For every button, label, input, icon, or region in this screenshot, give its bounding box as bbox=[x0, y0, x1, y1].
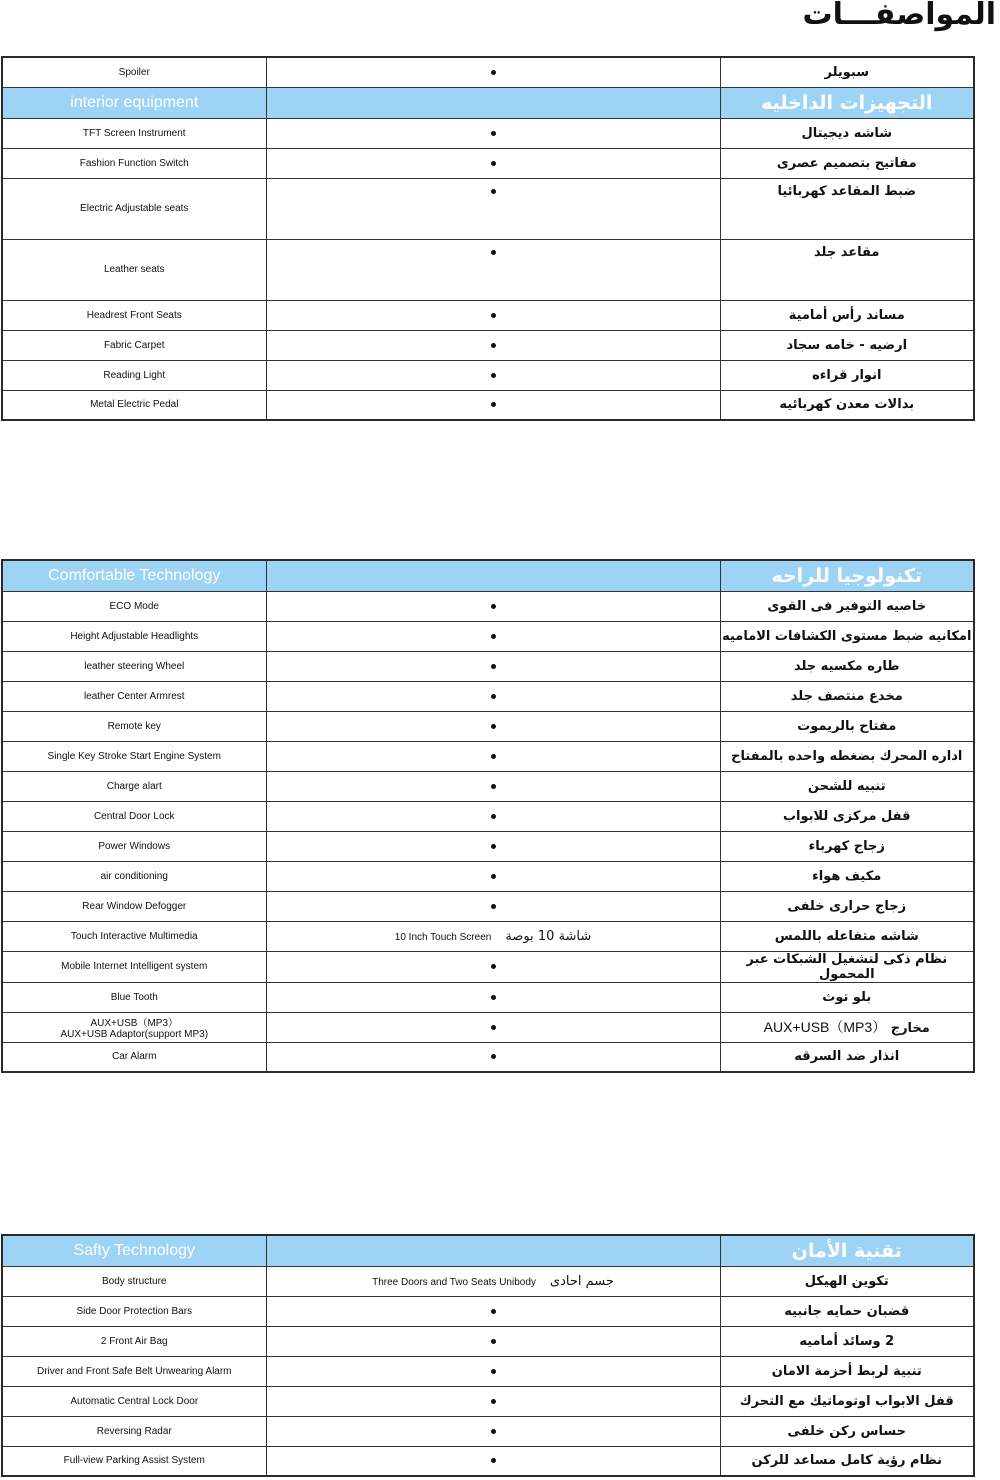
feature-label-ar: مفتاح بالريموت bbox=[797, 718, 897, 734]
feature-name-en bbox=[2, 982, 266, 1012]
feature-label-en: Metal Electric Pedal bbox=[90, 399, 179, 411]
feature-value-ar: جسم احادى bbox=[549, 1273, 614, 1289]
feature-name-ar bbox=[720, 1326, 974, 1356]
feature-name-ar bbox=[720, 57, 974, 87]
included-bullet-icon bbox=[491, 634, 496, 639]
feature-label-en: Comfortable Technology bbox=[48, 566, 221, 584]
spec-row bbox=[2, 178, 974, 239]
feature-label-en: Car Alarm bbox=[112, 1051, 157, 1063]
feature-value bbox=[266, 681, 720, 711]
spec-row bbox=[2, 681, 974, 711]
feature-name-en bbox=[2, 741, 266, 771]
spec-row bbox=[2, 771, 974, 801]
feature-label-en: air conditioning bbox=[100, 870, 168, 882]
included-bullet-icon bbox=[491, 373, 496, 378]
spec-row bbox=[2, 1416, 974, 1446]
included-bullet-icon bbox=[491, 1054, 496, 1059]
feature-value bbox=[266, 178, 720, 239]
feature-name-en bbox=[2, 621, 266, 651]
feature-name-en bbox=[2, 1446, 266, 1476]
feature-name-en bbox=[2, 861, 266, 891]
section-header-row bbox=[2, 87, 974, 118]
included-bullet-icon bbox=[491, 1399, 496, 1404]
feature-name-ar bbox=[720, 118, 974, 148]
spec-row bbox=[2, 1446, 974, 1476]
included-bullet-icon bbox=[491, 1458, 496, 1463]
feature-value bbox=[266, 239, 720, 300]
feature-value bbox=[266, 330, 720, 360]
included-bullet-icon bbox=[491, 313, 496, 318]
feature-name-en bbox=[2, 178, 266, 239]
feature-label-ar: خاصيه التوفير فى القوى bbox=[767, 598, 927, 614]
feature-label-ar: قفل مركزى للابواب bbox=[782, 808, 911, 824]
feature-label-ar: ارضيه - خامه سجاد bbox=[786, 337, 908, 353]
feature-name-ar bbox=[720, 982, 974, 1012]
feature-label-en: Reversing Radar bbox=[96, 1425, 172, 1437]
feature-label-en: Mobile Internet Intelligent system bbox=[61, 961, 208, 972]
feature-label-en: Touch Interactive Multimedia bbox=[70, 930, 198, 942]
feature-name-ar bbox=[720, 1042, 974, 1072]
feature-value bbox=[266, 1012, 720, 1042]
feature-name-ar bbox=[720, 1012, 974, 1042]
feature-value bbox=[266, 771, 720, 801]
feature-label-en: Power Windows bbox=[98, 840, 171, 852]
spec-row bbox=[2, 1386, 974, 1416]
feature-label-en: Reading Light bbox=[103, 369, 166, 381]
feature-name-ar bbox=[720, 1416, 974, 1446]
feature-name-en bbox=[2, 651, 266, 681]
feature-value bbox=[266, 1356, 720, 1386]
spec-row bbox=[2, 741, 974, 771]
section-title-ar bbox=[720, 560, 974, 591]
section-title-en bbox=[2, 1235, 266, 1266]
feature-name-ar bbox=[720, 178, 974, 239]
feature-name-ar bbox=[720, 360, 974, 390]
feature-name-en bbox=[2, 1012, 266, 1042]
feature-name-en bbox=[2, 1356, 266, 1386]
feature-label-ar: مقاعد جلد bbox=[814, 244, 880, 260]
feature-name-en bbox=[2, 239, 266, 300]
spec-row bbox=[2, 921, 974, 951]
included-bullet-icon bbox=[491, 814, 496, 819]
spec-row bbox=[2, 982, 974, 1012]
feature-value bbox=[266, 560, 720, 591]
feature-label-ar: شاشه ديجيتال bbox=[801, 125, 893, 141]
feature-label-en: Body structure bbox=[102, 1275, 167, 1287]
feature-name-en bbox=[2, 148, 266, 178]
feature-label-en: Fabric Carpet bbox=[103, 339, 165, 351]
spec-row bbox=[2, 148, 974, 178]
feature-name-en bbox=[2, 1296, 266, 1326]
included-bullet-icon bbox=[491, 189, 496, 194]
feature-name-en bbox=[2, 1266, 266, 1296]
included-bullet-icon bbox=[491, 343, 496, 348]
feature-name-en bbox=[2, 300, 266, 330]
included-bullet-icon bbox=[491, 1429, 496, 1434]
feature-label-ar: نظام ذكى لتشغيل الشبكات عبر المحمول bbox=[746, 951, 948, 982]
feature-label-ar: شاشه متفاعله باللمس bbox=[774, 928, 919, 944]
feature-name-ar bbox=[720, 771, 974, 801]
feature-name-en bbox=[2, 591, 266, 621]
feature-name-en bbox=[2, 921, 266, 951]
feature-label-ar: قفل الابواب اوتوماتيك مع التحرك bbox=[739, 1393, 954, 1409]
section-title-ar bbox=[720, 1235, 974, 1266]
feature-label-en: AUX+USB（MP3） bbox=[90, 1018, 179, 1029]
feature-value bbox=[266, 621, 720, 651]
feature-value bbox=[266, 831, 720, 861]
feature-label-en: Headrest Front Seats bbox=[86, 309, 182, 321]
section-title-en bbox=[2, 87, 266, 118]
spec-row bbox=[2, 711, 974, 741]
feature-value-ar: شاشة 10 بوصة bbox=[505, 928, 592, 944]
feature-value bbox=[266, 921, 720, 951]
feature-value bbox=[266, 1386, 720, 1416]
feature-name-ar bbox=[720, 921, 974, 951]
feature-label-ar: مخارج bbox=[890, 1021, 930, 1036]
feature-label-en: Single Key Stroke Start Engine System bbox=[47, 750, 221, 762]
feature-value bbox=[266, 87, 720, 118]
feature-label-ar: مخدع منتصف جلد bbox=[790, 688, 903, 704]
included-bullet-icon bbox=[491, 784, 496, 789]
feature-value bbox=[266, 300, 720, 330]
feature-label-ar: انذار ضد السرقه bbox=[794, 1049, 900, 1065]
feature-label-ar: التجهيزات الداخليه bbox=[761, 91, 933, 114]
feature-name-ar bbox=[720, 831, 974, 861]
feature-label-ar: زجاج كهرباء bbox=[808, 838, 885, 854]
feature-name-en bbox=[2, 360, 266, 390]
spec-row bbox=[2, 1356, 974, 1386]
feature-value bbox=[266, 118, 720, 148]
feature-value bbox=[266, 741, 720, 771]
feature-value-en: Three Doors and Two Seats Unibody bbox=[372, 1276, 536, 1288]
feature-label-ar: تكوين الهيكل bbox=[804, 1273, 889, 1289]
feature-label-en: leather steering Wheel bbox=[84, 660, 185, 672]
feature-name-ar bbox=[720, 891, 974, 921]
included-bullet-icon bbox=[491, 694, 496, 699]
feature-value-en: 10 Inch Touch Screen bbox=[394, 931, 492, 943]
feature-label-ar-latin: AUX+USB（MP3） bbox=[763, 1019, 887, 1035]
feature-value bbox=[266, 1446, 720, 1476]
feature-label-en: Automatic Central Lock Door bbox=[70, 1395, 199, 1407]
feature-name-en bbox=[2, 831, 266, 861]
spec-row bbox=[2, 651, 974, 681]
spec-row bbox=[2, 831, 974, 861]
spec-row bbox=[2, 891, 974, 921]
feature-name-en bbox=[2, 681, 266, 711]
feature-label-ar: 2 وسائد أماميه bbox=[799, 1333, 895, 1349]
included-bullet-icon bbox=[491, 1339, 496, 1344]
feature-label-ar: ضبط المقاعد كهربائيا bbox=[777, 183, 917, 199]
feature-name-ar bbox=[720, 1356, 974, 1386]
included-bullet-icon bbox=[491, 1309, 496, 1314]
feature-label-ar: سبويلر bbox=[824, 64, 870, 80]
feature-name-ar bbox=[720, 239, 974, 300]
included-bullet-icon bbox=[491, 844, 496, 849]
feature-value bbox=[266, 1042, 720, 1072]
included-bullet-icon bbox=[491, 904, 496, 909]
feature-label-ar: مفاتيح بتصميم عصرى bbox=[776, 155, 917, 171]
included-bullet-icon bbox=[491, 1369, 496, 1374]
feature-value bbox=[266, 1296, 720, 1326]
feature-label-en: Full-view Parking Assist System bbox=[63, 1455, 205, 1467]
feature-label-en: TFT Screen Instrument bbox=[82, 127, 186, 139]
feature-label-en: 2 Front Air Bag bbox=[100, 1335, 168, 1347]
feature-label-ar: زجاج حرارى خلفى bbox=[787, 898, 907, 914]
spec-row bbox=[2, 330, 974, 360]
feature-label-ar: انوار قراءه bbox=[812, 367, 882, 383]
feature-value bbox=[266, 801, 720, 831]
feature-label-en: interior equipment bbox=[70, 93, 199, 111]
feature-name-ar bbox=[720, 148, 974, 178]
feature-label-en: Central Door Lock bbox=[93, 810, 175, 822]
spec-row bbox=[2, 118, 974, 148]
feature-label-ar: طاره مكسيه جلد bbox=[793, 658, 900, 674]
section-header-row bbox=[2, 560, 974, 591]
feature-name-ar bbox=[720, 390, 974, 420]
feature-name-en bbox=[2, 891, 266, 921]
feature-name-ar bbox=[720, 591, 974, 621]
feature-label-ar: مكيف هواء bbox=[812, 868, 882, 884]
included-bullet-icon bbox=[491, 402, 496, 407]
feature-name-en bbox=[2, 57, 266, 87]
spec-row bbox=[2, 1296, 974, 1326]
feature-value bbox=[266, 1235, 720, 1266]
feature-name-en bbox=[2, 951, 266, 982]
feature-name-ar bbox=[720, 711, 974, 741]
spec-row bbox=[2, 57, 974, 87]
feature-name-en bbox=[2, 330, 266, 360]
included-bullet-icon bbox=[491, 1025, 496, 1030]
spec-row bbox=[2, 300, 974, 330]
feature-label-ar: بدالات معدن كهربائيه bbox=[779, 397, 915, 413]
feature-name-ar bbox=[720, 300, 974, 330]
feature-value bbox=[266, 891, 720, 921]
spec-row bbox=[2, 360, 974, 390]
included-bullet-icon bbox=[491, 70, 496, 75]
spec-row bbox=[2, 621, 974, 651]
feature-name-en bbox=[2, 1416, 266, 1446]
feature-label-ar: مساند رأس أمامية bbox=[788, 307, 905, 323]
feature-name-ar bbox=[720, 1296, 974, 1326]
feature-value bbox=[266, 861, 720, 891]
feature-label-ar: تكنولوجيا للراحه bbox=[771, 564, 923, 587]
feature-value bbox=[266, 360, 720, 390]
feature-label-ar: تنبية لربط أحزمة الامان bbox=[771, 1363, 922, 1379]
feature-value bbox=[266, 591, 720, 621]
feature-label-en: Safty Technology bbox=[73, 1241, 196, 1259]
feature-value bbox=[266, 1326, 720, 1356]
feature-label-en: Driver and Front Safe Belt Unwearing Alarm bbox=[36, 1365, 232, 1377]
feature-name-ar bbox=[720, 861, 974, 891]
feature-label-en: Side Door Protection Bars bbox=[76, 1305, 193, 1317]
feature-value bbox=[266, 982, 720, 1012]
spec-row bbox=[2, 591, 974, 621]
spec-row bbox=[2, 1012, 974, 1042]
feature-label-en: Fashion Function Switch bbox=[79, 157, 189, 169]
feature-name-en bbox=[2, 771, 266, 801]
included-bullet-icon bbox=[491, 874, 496, 879]
feature-label-ar: قضبان حمايه جانبيه bbox=[784, 1303, 910, 1319]
feature-label-ar: تنبيه للشحن bbox=[807, 778, 886, 794]
section-title-ar bbox=[720, 87, 974, 118]
spec-row bbox=[2, 1042, 974, 1072]
feature-name-ar bbox=[720, 651, 974, 681]
feature-label-en: Charge alart bbox=[106, 780, 162, 792]
feature-name-ar bbox=[720, 1266, 974, 1296]
spec-row bbox=[2, 390, 974, 420]
feature-value bbox=[266, 148, 720, 178]
feature-name-ar bbox=[720, 1386, 974, 1416]
spec-table-exterior-interior bbox=[1, 56, 975, 421]
feature-name-en bbox=[2, 1386, 266, 1416]
feature-value bbox=[266, 390, 720, 420]
feature-label-ar: نظام رؤية كامل مساعد للركن bbox=[751, 1453, 943, 1469]
feature-label-en: Height Adjustable Headlights bbox=[70, 630, 199, 642]
feature-name-ar bbox=[720, 330, 974, 360]
section-header-row bbox=[2, 1235, 974, 1266]
section-title-en bbox=[2, 560, 266, 591]
feature-label-en: Remote key bbox=[107, 720, 161, 732]
spec-row bbox=[2, 951, 974, 982]
feature-value bbox=[266, 711, 720, 741]
feature-name-ar bbox=[720, 801, 974, 831]
feature-name-en bbox=[2, 118, 266, 148]
feature-label-ar: حساس ركن خلفى bbox=[787, 1423, 906, 1439]
included-bullet-icon bbox=[491, 664, 496, 669]
feature-label-en: Blue Tooth bbox=[110, 991, 158, 1003]
feature-label-en: Rear Window Defogger bbox=[82, 900, 187, 912]
spec-row bbox=[2, 239, 974, 300]
included-bullet-icon bbox=[491, 724, 496, 729]
feature-label-en: leather Center Armrest bbox=[83, 690, 185, 702]
feature-label-ar: امكانيه ضبط مستوى الكشافات الاماميه bbox=[722, 628, 972, 644]
feature-label-ar: اداره المحرك بضغطه واحده بالمفتاح bbox=[731, 748, 963, 764]
feature-name-en bbox=[2, 801, 266, 831]
feature-label-en-secondary: AUX+USB Adaptor(support MP3) bbox=[60, 1029, 209, 1040]
feature-name-ar bbox=[720, 951, 974, 982]
feature-value bbox=[266, 1266, 720, 1296]
feature-label-en: Spoiler bbox=[118, 66, 150, 78]
feature-name-en bbox=[2, 390, 266, 420]
spec-table-safety bbox=[1, 1234, 975, 1477]
page-title: المواصفـــات bbox=[802, 0, 996, 32]
included-bullet-icon bbox=[491, 754, 496, 759]
included-bullet-icon bbox=[491, 131, 496, 136]
included-bullet-icon bbox=[491, 995, 496, 1000]
feature-label-en: Electric Adjustable seats bbox=[80, 203, 189, 214]
feature-name-ar bbox=[720, 1446, 974, 1476]
feature-label-en: Leather seats bbox=[103, 264, 165, 275]
feature-value bbox=[266, 951, 720, 982]
included-bullet-icon bbox=[491, 964, 496, 969]
feature-label-ar: بلو توث bbox=[822, 989, 872, 1005]
feature-value bbox=[266, 57, 720, 87]
spec-row bbox=[2, 861, 974, 891]
included-bullet-icon bbox=[491, 604, 496, 609]
feature-name-ar bbox=[720, 621, 974, 651]
spec-table-comfort bbox=[1, 559, 975, 1073]
feature-name-ar bbox=[720, 741, 974, 771]
feature-value bbox=[266, 651, 720, 681]
spec-row bbox=[2, 801, 974, 831]
included-bullet-icon bbox=[491, 250, 496, 255]
included-bullet-icon bbox=[491, 161, 496, 166]
feature-name-ar bbox=[720, 681, 974, 711]
feature-label-en: ECO Mode bbox=[109, 600, 159, 612]
feature-name-en bbox=[2, 711, 266, 741]
feature-value bbox=[266, 1416, 720, 1446]
feature-name-en bbox=[2, 1326, 266, 1356]
spec-row bbox=[2, 1266, 974, 1296]
feature-name-en bbox=[2, 1042, 266, 1072]
feature-label-ar: تقنية الأمان bbox=[791, 1239, 902, 1262]
spec-row bbox=[2, 1326, 974, 1356]
